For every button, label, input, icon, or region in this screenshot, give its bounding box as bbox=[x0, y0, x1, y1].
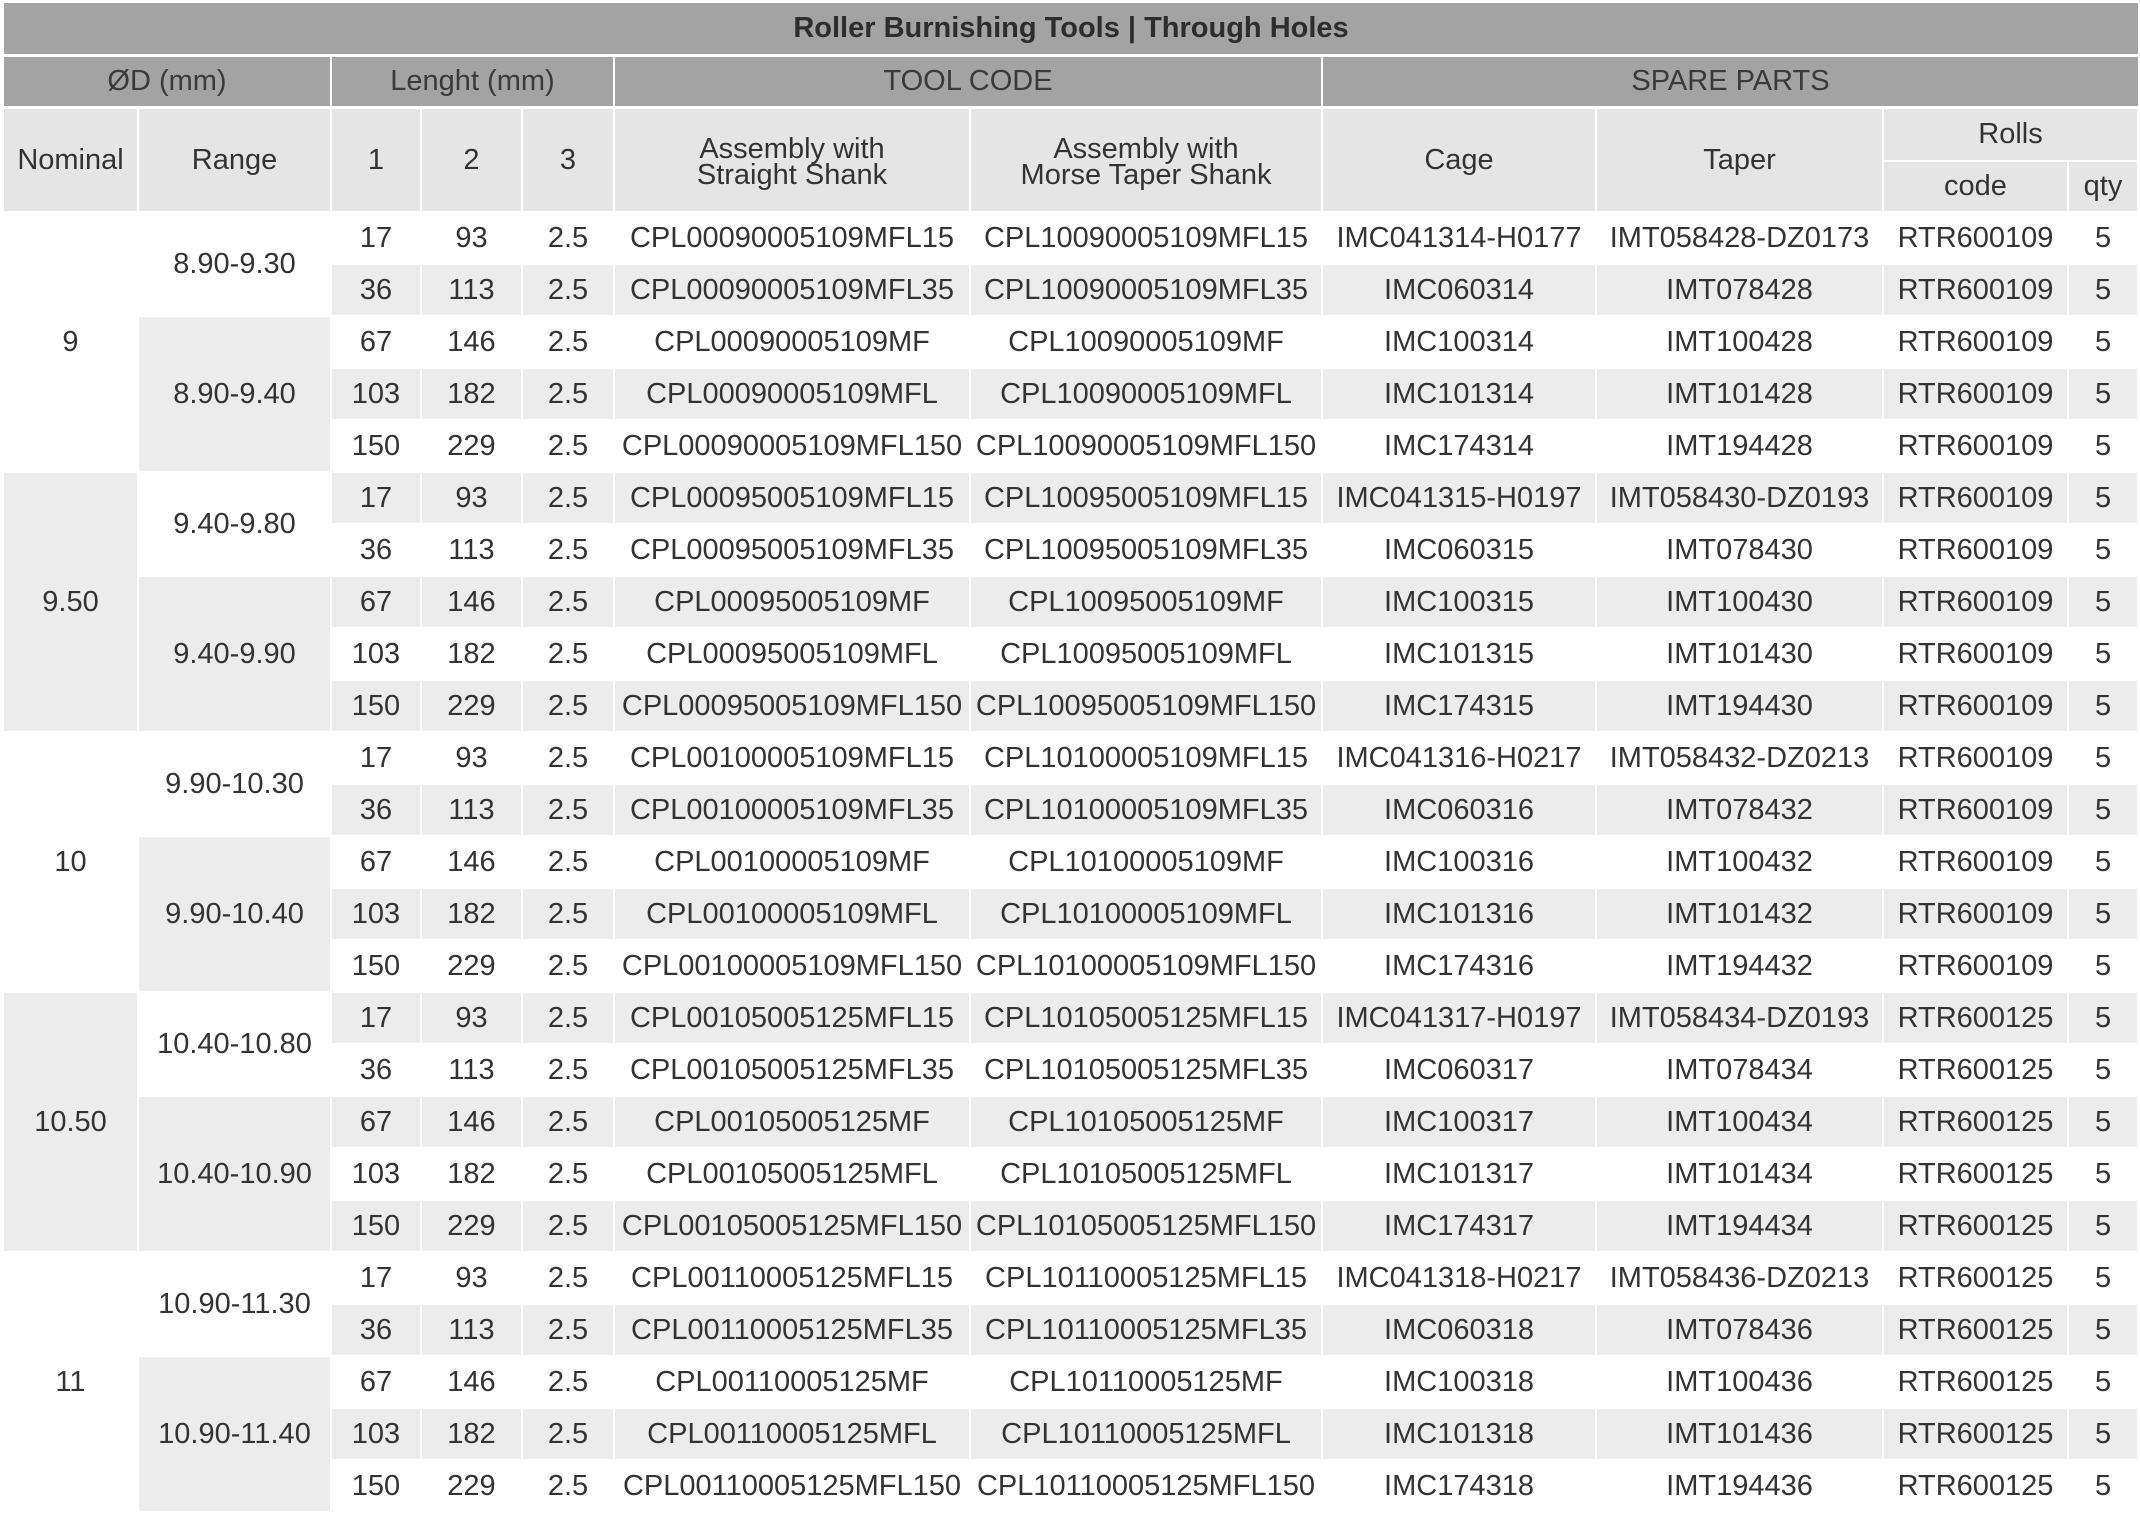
taper-code-cell: IMT078432 bbox=[1596, 784, 1883, 836]
straight-shank-code-cell: CPL00100005109MFL35 bbox=[614, 784, 970, 836]
cage-code-cell: IMC100316 bbox=[1322, 836, 1596, 888]
cage-code-cell: IMC100317 bbox=[1322, 1096, 1596, 1148]
rolls-code-cell: RTR600109 bbox=[1883, 576, 2068, 628]
range-cell: 8.90-9.30 bbox=[138, 212, 331, 316]
length-2-cell: 146 bbox=[421, 1356, 522, 1408]
taper-code-cell: IMT194432 bbox=[1596, 940, 1883, 992]
rolls-qty-cell: 5 bbox=[2068, 524, 2138, 576]
length-1-cell: 36 bbox=[331, 1304, 421, 1356]
length-2-cell: 182 bbox=[421, 888, 522, 940]
morse-taper-code-cell: CPL10090005109MFL35 bbox=[970, 264, 1322, 316]
morse-taper-code-cell: CPL10095005109MF bbox=[970, 576, 1322, 628]
morse-taper-code-cell: CPL10110005125MFL bbox=[970, 1408, 1322, 1460]
col-cage-header: Cage bbox=[1322, 108, 1596, 213]
taper-code-cell: IMT100434 bbox=[1596, 1096, 1883, 1148]
length-2-cell: 229 bbox=[421, 420, 522, 472]
rolls-code-cell: RTR600109 bbox=[1883, 524, 2068, 576]
taper-code-cell: IMT194430 bbox=[1596, 680, 1883, 732]
morse-taper-code-cell: CPL10110005125MFL15 bbox=[970, 1252, 1322, 1304]
table-row bbox=[4, 212, 2138, 264]
rolls-code-cell: RTR600125 bbox=[1883, 1200, 2068, 1252]
taper-code-cell: IMT101430 bbox=[1596, 628, 1883, 680]
length-1-cell: 17 bbox=[331, 472, 421, 524]
cage-code-cell: IMC101316 bbox=[1322, 888, 1596, 940]
col-morse-taper-line1: Assembly with bbox=[1053, 133, 1239, 165]
straight-shank-code-cell: CPL00095005109MFL15 bbox=[614, 472, 970, 524]
straight-shank-code-cell: CPL00110005125MF bbox=[614, 1356, 970, 1408]
length-2-cell: 113 bbox=[421, 264, 522, 316]
table-body bbox=[4, 212, 2138, 1512]
table-row bbox=[4, 472, 2138, 524]
straight-shank-code-cell: CPL00095005109MF bbox=[614, 576, 970, 628]
straight-shank-code-cell: CPL00090005109MF bbox=[614, 316, 970, 368]
morse-taper-code-cell: CPL10095005109MFL35 bbox=[970, 524, 1322, 576]
length-1-cell: 67 bbox=[331, 576, 421, 628]
cage-code-cell: IMC060315 bbox=[1322, 524, 1596, 576]
rolls-code-cell: RTR600109 bbox=[1883, 836, 2068, 888]
rolls-code-cell: RTR600125 bbox=[1883, 1096, 2068, 1148]
rolls-qty-cell: 5 bbox=[2068, 992, 2138, 1044]
morse-taper-code-cell: CPL10110005125MFL35 bbox=[970, 1304, 1322, 1356]
rolls-code-cell: RTR600125 bbox=[1883, 1304, 2068, 1356]
cage-code-cell: IMC101314 bbox=[1322, 368, 1596, 420]
range-cell: 9.90-10.40 bbox=[138, 836, 331, 992]
morse-taper-code-cell: CPL10105005125MFL15 bbox=[970, 992, 1322, 1044]
rolls-code-cell: RTR600125 bbox=[1883, 1460, 2068, 1512]
length-3-cell: 2.5 bbox=[522, 680, 614, 732]
rolls-qty-cell: 5 bbox=[2068, 732, 2138, 784]
col-rolls-qty-header: qty bbox=[2068, 161, 2138, 212]
length-3-cell: 2.5 bbox=[522, 888, 614, 940]
straight-shank-code-cell: CPL00105005125MF bbox=[614, 1096, 970, 1148]
straight-shank-code-cell: CPL00090005109MFL150 bbox=[614, 420, 970, 472]
length-3-cell: 2.5 bbox=[522, 992, 614, 1044]
cage-code-cell: IMC101317 bbox=[1322, 1148, 1596, 1200]
length-1-cell: 36 bbox=[331, 264, 421, 316]
rolls-qty-cell: 5 bbox=[2068, 784, 2138, 836]
rolls-code-cell: RTR600125 bbox=[1883, 1044, 2068, 1096]
range-cell: 10.40-10.80 bbox=[138, 992, 331, 1096]
length-2-cell: 93 bbox=[421, 732, 522, 784]
length-1-cell: 17 bbox=[331, 1252, 421, 1304]
rolls-qty-cell: 5 bbox=[2068, 1044, 2138, 1096]
length-2-cell: 93 bbox=[421, 1252, 522, 1304]
table-row bbox=[4, 316, 2138, 368]
cage-code-cell: IMC041314-H0177 bbox=[1322, 212, 1596, 264]
morse-taper-code-cell: CPL10100005109MFL15 bbox=[970, 732, 1322, 784]
straight-shank-code-cell: CPL00095005109MFL35 bbox=[614, 524, 970, 576]
length-1-cell: 67 bbox=[331, 1096, 421, 1148]
cage-code-cell: IMC060317 bbox=[1322, 1044, 1596, 1096]
length-3-cell: 2.5 bbox=[522, 1356, 614, 1408]
col-length-2-header: 2 bbox=[421, 108, 522, 213]
morse-taper-code-cell: CPL10090005109MFL15 bbox=[970, 212, 1322, 264]
cage-code-cell: IMC041318-H0217 bbox=[1322, 1252, 1596, 1304]
morse-taper-code-cell: CPL10100005109MFL150 bbox=[970, 940, 1322, 992]
morse-taper-code-cell: CPL10095005109MFL150 bbox=[970, 680, 1322, 732]
length-3-cell: 2.5 bbox=[522, 1408, 614, 1460]
straight-shank-code-cell: CPL00095005109MFL150 bbox=[614, 680, 970, 732]
rolls-code-cell: RTR600109 bbox=[1883, 784, 2068, 836]
length-3-cell: 2.5 bbox=[522, 368, 614, 420]
length-1-cell: 103 bbox=[331, 888, 421, 940]
length-1-cell: 36 bbox=[331, 784, 421, 836]
rolls-code-cell: RTR600109 bbox=[1883, 368, 2068, 420]
length-1-cell: 103 bbox=[331, 628, 421, 680]
col-length-1-header: 1 bbox=[331, 108, 421, 213]
cage-code-cell: IMC060316 bbox=[1322, 784, 1596, 836]
straight-shank-code-cell: CPL00110005125MFL bbox=[614, 1408, 970, 1460]
morse-taper-code-cell: CPL10090005109MF bbox=[970, 316, 1322, 368]
rolls-code-cell: RTR600109 bbox=[1883, 264, 2068, 316]
range-cell: 10.90-11.30 bbox=[138, 1252, 331, 1356]
straight-shank-code-cell: CPL00105005125MFL150 bbox=[614, 1200, 970, 1252]
rolls-qty-cell: 5 bbox=[2068, 940, 2138, 992]
rolls-qty-cell: 5 bbox=[2068, 888, 2138, 940]
taper-code-cell: IMT100432 bbox=[1596, 836, 1883, 888]
length-3-cell: 2.5 bbox=[522, 1460, 614, 1512]
length-2-cell: 113 bbox=[421, 1044, 522, 1096]
length-3-cell: 2.5 bbox=[522, 420, 614, 472]
morse-taper-code-cell: CPL10110005125MFL150 bbox=[970, 1460, 1322, 1512]
length-1-cell: 103 bbox=[331, 1408, 421, 1460]
col-straight-shank-line1: Assembly with bbox=[699, 133, 885, 165]
length-3-cell: 2.5 bbox=[522, 784, 614, 836]
taper-code-cell: IMT078434 bbox=[1596, 1044, 1883, 1096]
group-spare-parts-header: SPARE PARTS bbox=[1322, 56, 2138, 108]
rolls-qty-cell: 5 bbox=[2068, 1252, 2138, 1304]
rolls-qty-cell: 5 bbox=[2068, 420, 2138, 472]
taper-code-cell: IMT100428 bbox=[1596, 316, 1883, 368]
length-1-cell: 36 bbox=[331, 524, 421, 576]
taper-code-cell: IMT078436 bbox=[1596, 1304, 1883, 1356]
rolls-qty-cell: 5 bbox=[2068, 264, 2138, 316]
morse-taper-code-cell: CPL10100005109MF bbox=[970, 836, 1322, 888]
table-row bbox=[4, 992, 2138, 1044]
cage-code-cell: IMC101318 bbox=[1322, 1408, 1596, 1460]
length-3-cell: 2.5 bbox=[522, 264, 614, 316]
length-2-cell: 229 bbox=[421, 1460, 522, 1512]
col-morse-taper-header bbox=[970, 108, 1322, 213]
length-3-cell: 2.5 bbox=[522, 212, 614, 264]
length-3-cell: 2.5 bbox=[522, 628, 614, 680]
cage-code-cell: IMC174316 bbox=[1322, 940, 1596, 992]
length-2-cell: 113 bbox=[421, 784, 522, 836]
morse-taper-code-cell: CPL10105005125MFL bbox=[970, 1148, 1322, 1200]
col-morse-taper-line2: Morse Taper Shank bbox=[1020, 159, 1272, 191]
straight-shank-code-cell: CPL00100005109MFL bbox=[614, 888, 970, 940]
col-length-3-header: 3 bbox=[522, 108, 614, 213]
nominal-cell: 9.50 bbox=[4, 472, 138, 732]
length-2-cell: 182 bbox=[421, 368, 522, 420]
rolls-qty-cell: 5 bbox=[2068, 316, 2138, 368]
rolls-qty-cell: 5 bbox=[2068, 1148, 2138, 1200]
table-row bbox=[4, 1356, 2138, 1408]
rolls-qty-cell: 5 bbox=[2068, 1408, 2138, 1460]
group-length-header: Lenght (mm) bbox=[331, 56, 614, 108]
morse-taper-code-cell: CPL10100005109MFL35 bbox=[970, 784, 1322, 836]
length-3-cell: 2.5 bbox=[522, 576, 614, 628]
length-2-cell: 113 bbox=[421, 524, 522, 576]
length-3-cell: 2.5 bbox=[522, 472, 614, 524]
length-1-cell: 67 bbox=[331, 316, 421, 368]
cage-code-cell: IMC100315 bbox=[1322, 576, 1596, 628]
rolls-code-cell: RTR600125 bbox=[1883, 1356, 2068, 1408]
rolls-qty-cell: 5 bbox=[2068, 1200, 2138, 1252]
length-1-cell: 17 bbox=[331, 732, 421, 784]
straight-shank-code-cell: CPL00090005109MFL bbox=[614, 368, 970, 420]
taper-code-cell: IMT100436 bbox=[1596, 1356, 1883, 1408]
taper-code-cell: IMT078430 bbox=[1596, 524, 1883, 576]
range-cell: 8.90-9.40 bbox=[138, 316, 331, 472]
rolls-qty-cell: 5 bbox=[2068, 1096, 2138, 1148]
straight-shank-code-cell: CPL00100005109MFL15 bbox=[614, 732, 970, 784]
length-1-cell: 67 bbox=[331, 836, 421, 888]
table-header bbox=[4, 3, 2138, 212]
taper-code-cell: IMT101432 bbox=[1596, 888, 1883, 940]
rolls-qty-cell: 5 bbox=[2068, 1460, 2138, 1512]
morse-taper-code-cell: CPL10110005125MF bbox=[970, 1356, 1322, 1408]
rolls-code-cell: RTR600109 bbox=[1883, 888, 2068, 940]
straight-shank-code-cell: CPL00110005125MFL35 bbox=[614, 1304, 970, 1356]
table-row bbox=[4, 732, 2138, 784]
rolls-qty-cell: 5 bbox=[2068, 212, 2138, 264]
rolls-code-cell: RTR600109 bbox=[1883, 732, 2068, 784]
cage-code-cell: IMC041316-H0217 bbox=[1322, 732, 1596, 784]
range-cell: 10.90-11.40 bbox=[138, 1356, 331, 1512]
length-2-cell: 146 bbox=[421, 1096, 522, 1148]
morse-taper-code-cell: CPL10095005109MFL bbox=[970, 628, 1322, 680]
morse-taper-code-cell: CPL10105005125MFL35 bbox=[970, 1044, 1322, 1096]
rolls-code-cell: RTR600125 bbox=[1883, 1252, 2068, 1304]
length-3-cell: 2.5 bbox=[522, 940, 614, 992]
cage-code-cell: IMC101315 bbox=[1322, 628, 1596, 680]
nominal-cell: 9 bbox=[4, 212, 138, 472]
taper-code-cell: IMT101428 bbox=[1596, 368, 1883, 420]
nominal-cell: 11 bbox=[4, 1252, 138, 1512]
taper-code-cell: IMT058436-DZ0213 bbox=[1596, 1252, 1883, 1304]
rolls-qty-cell: 5 bbox=[2068, 836, 2138, 888]
table-row bbox=[4, 576, 2138, 628]
length-3-cell: 2.5 bbox=[522, 732, 614, 784]
length-2-cell: 146 bbox=[421, 316, 522, 368]
length-1-cell: 150 bbox=[331, 1460, 421, 1512]
length-2-cell: 229 bbox=[421, 680, 522, 732]
morse-taper-code-cell: CPL10090005109MFL150 bbox=[970, 420, 1322, 472]
rolls-code-cell: RTR600109 bbox=[1883, 472, 2068, 524]
cage-code-cell: IMC100314 bbox=[1322, 316, 1596, 368]
group-diameter-header: ØD (mm) bbox=[4, 56, 331, 108]
straight-shank-code-cell: CPL00105005125MFL15 bbox=[614, 992, 970, 1044]
length-3-cell: 2.5 bbox=[522, 1304, 614, 1356]
length-1-cell: 103 bbox=[331, 368, 421, 420]
length-3-cell: 2.5 bbox=[522, 1148, 614, 1200]
table-row bbox=[4, 1096, 2138, 1148]
straight-shank-code-cell: CPL00105005125MFL bbox=[614, 1148, 970, 1200]
taper-code-cell: IMT058430-DZ0193 bbox=[1596, 472, 1883, 524]
range-cell: 9.90-10.30 bbox=[138, 732, 331, 836]
cage-code-cell: IMC174317 bbox=[1322, 1200, 1596, 1252]
length-2-cell: 93 bbox=[421, 472, 522, 524]
tools-table bbox=[4, 3, 2139, 1513]
cage-code-cell: IMC174318 bbox=[1322, 1460, 1596, 1512]
cage-code-cell: IMC041317-H0197 bbox=[1322, 992, 1596, 1044]
length-3-cell: 2.5 bbox=[522, 836, 614, 888]
cage-code-cell: IMC060318 bbox=[1322, 1304, 1596, 1356]
morse-taper-code-cell: CPL10090005109MFL bbox=[970, 368, 1322, 420]
length-1-cell: 150 bbox=[331, 420, 421, 472]
taper-code-cell: IMT100430 bbox=[1596, 576, 1883, 628]
taper-code-cell: IMT101436 bbox=[1596, 1408, 1883, 1460]
length-1-cell: 17 bbox=[331, 212, 421, 264]
morse-taper-code-cell: CPL10105005125MF bbox=[970, 1096, 1322, 1148]
length-2-cell: 93 bbox=[421, 992, 522, 1044]
range-cell: 9.40-9.80 bbox=[138, 472, 331, 576]
length-2-cell: 146 bbox=[421, 836, 522, 888]
straight-shank-code-cell: CPL00105005125MFL35 bbox=[614, 1044, 970, 1096]
rolls-code-cell: RTR600125 bbox=[1883, 992, 2068, 1044]
rolls-qty-cell: 5 bbox=[2068, 628, 2138, 680]
taper-code-cell: IMT194434 bbox=[1596, 1200, 1883, 1252]
rolls-code-cell: RTR600109 bbox=[1883, 316, 2068, 368]
length-2-cell: 146 bbox=[421, 576, 522, 628]
taper-code-cell: IMT194428 bbox=[1596, 420, 1883, 472]
rolls-qty-cell: 5 bbox=[2068, 368, 2138, 420]
table-row bbox=[4, 1252, 2138, 1304]
straight-shank-code-cell: CPL00110005125MFL15 bbox=[614, 1252, 970, 1304]
nominal-cell: 10.50 bbox=[4, 992, 138, 1252]
length-2-cell: 229 bbox=[421, 1200, 522, 1252]
straight-shank-code-cell: CPL00110005125MFL150 bbox=[614, 1460, 970, 1512]
range-cell: 10.40-10.90 bbox=[138, 1096, 331, 1252]
length-2-cell: 93 bbox=[421, 212, 522, 264]
length-1-cell: 150 bbox=[331, 680, 421, 732]
length-2-cell: 182 bbox=[421, 1408, 522, 1460]
nominal-cell: 10 bbox=[4, 732, 138, 992]
straight-shank-code-cell: CPL00100005109MFL150 bbox=[614, 940, 970, 992]
col-straight-shank-header bbox=[614, 108, 970, 213]
rolls-qty-cell: 5 bbox=[2068, 576, 2138, 628]
length-2-cell: 229 bbox=[421, 940, 522, 992]
length-3-cell: 2.5 bbox=[522, 524, 614, 576]
range-cell: 9.40-9.90 bbox=[138, 576, 331, 732]
length-2-cell: 182 bbox=[421, 628, 522, 680]
straight-shank-code-cell: CPL00090005109MFL35 bbox=[614, 264, 970, 316]
rolls-qty-cell: 5 bbox=[2068, 680, 2138, 732]
rolls-qty-cell: 5 bbox=[2068, 1356, 2138, 1408]
length-3-cell: 2.5 bbox=[522, 316, 614, 368]
length-1-cell: 150 bbox=[331, 1200, 421, 1252]
cage-code-cell: IMC041315-H0197 bbox=[1322, 472, 1596, 524]
taper-code-cell: IMT101434 bbox=[1596, 1148, 1883, 1200]
straight-shank-code-cell: CPL00090005109MFL15 bbox=[614, 212, 970, 264]
cage-code-cell: IMC174315 bbox=[1322, 680, 1596, 732]
cage-code-cell: IMC174314 bbox=[1322, 420, 1596, 472]
col-taper-header: Taper bbox=[1596, 108, 1883, 213]
morse-taper-code-cell: CPL10105005125MFL150 bbox=[970, 1200, 1322, 1252]
length-2-cell: 113 bbox=[421, 1304, 522, 1356]
morse-taper-code-cell: CPL10100005109MFL bbox=[970, 888, 1322, 940]
length-3-cell: 2.5 bbox=[522, 1252, 614, 1304]
length-1-cell: 36 bbox=[331, 1044, 421, 1096]
rolls-code-cell: RTR600125 bbox=[1883, 1148, 2068, 1200]
rolls-qty-cell: 5 bbox=[2068, 472, 2138, 524]
straight-shank-code-cell: CPL00095005109MFL bbox=[614, 628, 970, 680]
table-title: Roller Burnishing Tools | Through Holes bbox=[4, 3, 2138, 56]
length-1-cell: 150 bbox=[331, 940, 421, 992]
length-3-cell: 2.5 bbox=[522, 1044, 614, 1096]
table-row bbox=[4, 836, 2138, 888]
rolls-qty-cell: 5 bbox=[2068, 1304, 2138, 1356]
morse-taper-code-cell: CPL10095005109MFL15 bbox=[970, 472, 1322, 524]
col-rolls-code-header: code bbox=[1883, 161, 2068, 212]
length-1-cell: 67 bbox=[331, 1356, 421, 1408]
col-straight-shank-line2: Straight Shank bbox=[696, 159, 888, 191]
taper-code-cell: IMT058434-DZ0193 bbox=[1596, 992, 1883, 1044]
taper-code-cell: IMT078428 bbox=[1596, 264, 1883, 316]
cage-code-cell: IMC100318 bbox=[1322, 1356, 1596, 1408]
col-rolls-header: Rolls bbox=[1883, 108, 2138, 162]
group-tool-code-header: TOOL CODE bbox=[614, 56, 1322, 108]
straight-shank-code-cell: CPL00100005109MF bbox=[614, 836, 970, 888]
rolls-code-cell: RTR600109 bbox=[1883, 940, 2068, 992]
length-1-cell: 17 bbox=[331, 992, 421, 1044]
rolls-code-cell: RTR600125 bbox=[1883, 1408, 2068, 1460]
taper-code-cell: IMT058428-DZ0173 bbox=[1596, 212, 1883, 264]
cage-code-cell: IMC060314 bbox=[1322, 264, 1596, 316]
length-3-cell: 2.5 bbox=[522, 1096, 614, 1148]
rolls-code-cell: RTR600109 bbox=[1883, 212, 2068, 264]
taper-code-cell: IMT194436 bbox=[1596, 1460, 1883, 1512]
length-1-cell: 103 bbox=[331, 1148, 421, 1200]
col-nominal-header: Nominal bbox=[4, 108, 138, 213]
rolls-code-cell: RTR600109 bbox=[1883, 628, 2068, 680]
length-2-cell: 182 bbox=[421, 1148, 522, 1200]
length-3-cell: 2.5 bbox=[522, 1200, 614, 1252]
col-range-header: Range bbox=[138, 108, 331, 213]
rolls-code-cell: RTR600109 bbox=[1883, 420, 2068, 472]
taper-code-cell: IMT058432-DZ0213 bbox=[1596, 732, 1883, 784]
rolls-code-cell: RTR600109 bbox=[1883, 680, 2068, 732]
